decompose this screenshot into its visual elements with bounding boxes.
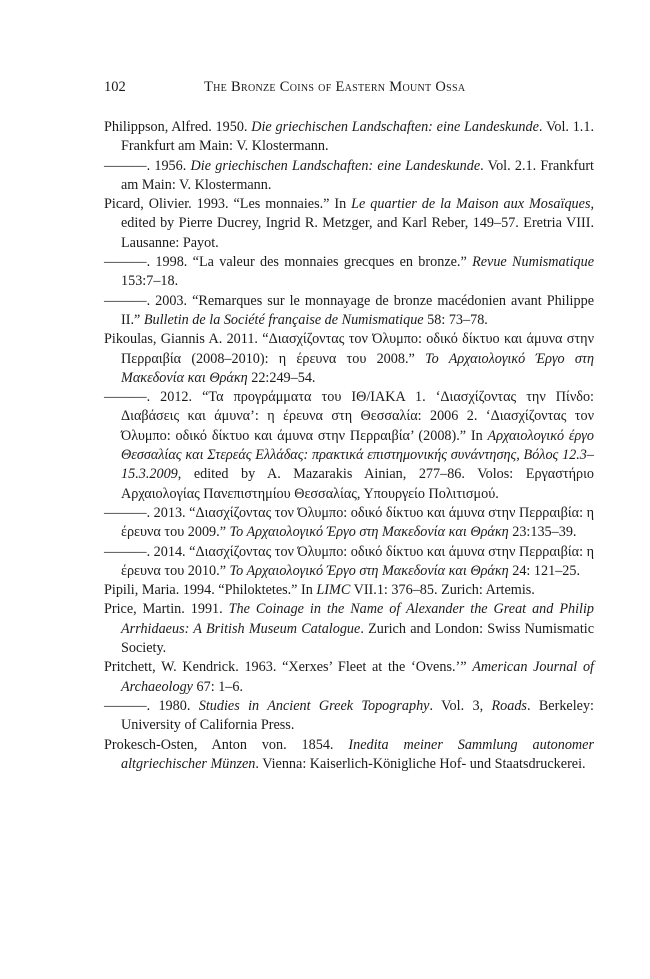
bib-entry: ———. 2013. “Διασχίζοντας τον Όλυμπο: οδικό δίκτυο και άμυνα στην Περραιβία: η έρευνα του 2009.” Το Αρχαιολογικό Έργο στη Μακεδονία και Θράκη 23:135–39.: [104, 504, 594, 541]
bib-entry: Pritchett, W. Kendrick. 1963. “Xerxes’ Fleet at the ‘Ovens.’” American Journal of Archaeology 67: 1–6.: [104, 659, 594, 695]
bib-entry: ———. 1998. “La valeur des monnaies grecques en bronze.” Revue Numismatique 153:7–18.: [104, 254, 595, 290]
bib-entry: ———. 2012. “Τα προγράμματα του ΙΘ/ΙΑΚΑ 1. ‘Διασχίζοντας την Πίνδο: Διαβάσεις και άμυνα’: η έρευνα στη Θεσσαλία: 2006 2. ‘Διασχίζοντας τον Όλυμπο: οδικό δίκτυο και άμυνα στην Περραιβία’ (2008).” In Αρχαιολογικό έργο Θεσσαλίας και Στερεάς Ελλάδας: πρακτικά επιστημονικής συνάντησης, Βόλος 12.3–15.3.2009, edited by A. Mazarakis Ainian, 277–86. Volos: Εργαστήριο Αρχαιολογίας Πανεπιστημίου Θεσσαλίας, Υπουργείο Πολιτισμού.: [104, 389, 594, 502]
page-number: 102: [104, 79, 126, 95]
bib-entry: Philippson, Alfred. 1950. Die griechischen Landschaften: eine Landeskunde. Vol. 1.1. Frankfurt am Main: V. Klostermann.: [104, 119, 594, 155]
bib-entry: Picard, Olivier. 1993. “Les monnaies.” In Le quartier de la Maison aux Mosaïques, edited by Pierre Ducrey, Ingrid R. Metzger, and Karl Reber, 149–57. Eretria VIII. Lausanne: Payot.: [104, 196, 595, 251]
bib-entry: Price, Martin. 1991. The Coinage in the Name of Alexander the Great and Philip Arrhidaeus: A British Museum Catalogue. Zurich and London: Swiss Numismatic Society.: [104, 601, 594, 657]
bib-entry: Pikoulas, Giannis A. 2011. “Διασχίζοντας τον Όλυμπο: οδικό δίκτυο και άμυνα στην Περραιβία (2008–2010): η έρευνα του 2008.” Το Αρχαιολογικό Έργο στη Μακεδονία και Θράκη 22:249–54.: [104, 331, 594, 386]
bib-entry: ———. 1980. Studies in Ancient Greek Topography. Vol. 3, Roads. Berkeley: University of California Press.: [104, 697, 594, 734]
bibliography: [104, 118, 594, 774]
bib-entry: ———. 2014. “Διασχίζοντας τον Όλυμπο: οδικό δίκτυο και άμυνα στην Περραιβία: η έρευνα του 2010.” Το Αρχαιολογικό Έργο στη Μακεδονία και Θράκη 24: 121–25.: [104, 543, 594, 579]
bib-entry: Pipili, Maria. 1994. “Philoktetes.” In LIMC VII.1: 376–85. Zurich: Artemis.: [104, 582, 535, 599]
bib-entry: ———. 1956. Die griechischen Landschaften: eine Landeskunde. Vol. 2.1. Frankfurt am Main: V. Klostermann.: [104, 157, 594, 193]
running-title: The Bronze Coins of Eastern Mount Ossa: [204, 79, 466, 95]
running-head: [104, 79, 594, 101]
bib-entry: Prokesch-Osten, Anton von. 1854. Inedita meiner Sammlung autonomer altgriechischer Münzen. Vienna: Kaiserlich-Königliche Hof- und Staatsdruckerei.: [104, 736, 594, 772]
bib-entry: ———. 2003. “Remarques sur le monnayage de bronze macédonien avant Philippe II.” Bulletin de la Société française de Numismatique 58: 73–78.: [104, 292, 594, 328]
